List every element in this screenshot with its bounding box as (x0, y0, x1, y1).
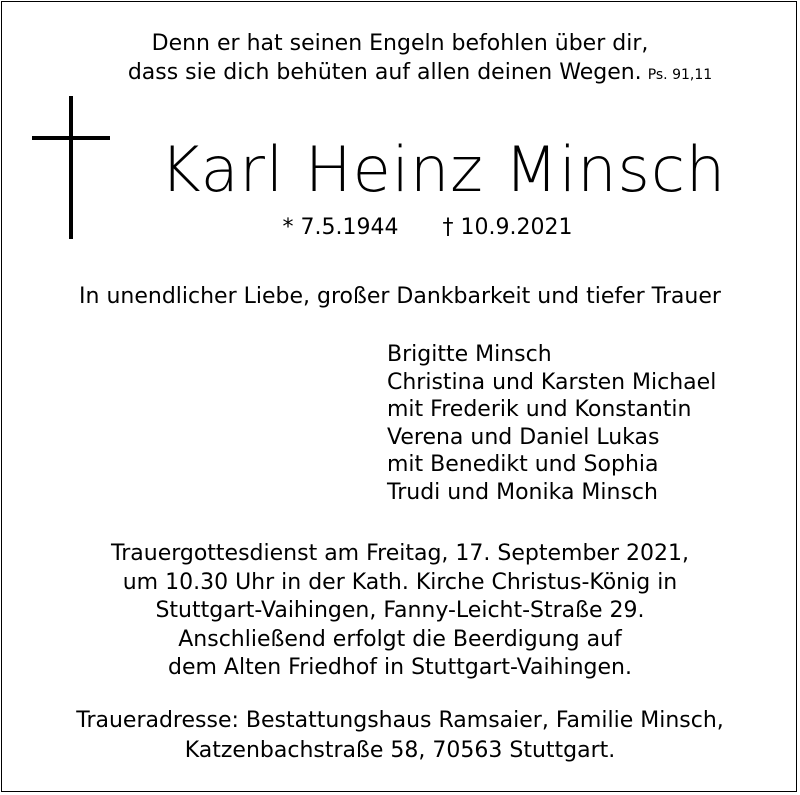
service-line: dem Alten Friedhof in Stuttgart-Vaihingen. (167, 655, 632, 680)
family-member: mit Benedikt und Sophia (387, 452, 659, 477)
birth-date: * 7.5.1944 (282, 215, 399, 240)
address-line: Traueradresse: Bestattungshaus Ramsaier, Familie Minsch, (76, 708, 724, 733)
bible-verse-line-1: Denn er hat seinen Engeln befohlen über dir, (151, 31, 649, 56)
service-line: um 10.30 Uhr in der Kath. Kirche Christus-König in (122, 569, 678, 595)
service-line: Anschließend erfolgt die Beerdigung auf (178, 626, 622, 652)
family-member: Christina und Karsten Michael (387, 369, 717, 395)
family-member: Verena und Daniel Lukas (387, 424, 660, 450)
cross-icon-horizontal-bar (32, 136, 110, 140)
family-member: Brigitte Minsch (387, 342, 552, 367)
service-line: Trauergottesdienst am Freitag, 17. September 2021, (111, 541, 689, 566)
life-dates (0, 213, 800, 243)
funeral-service-info (0, 540, 800, 683)
bible-verse-reference: Ps. 91,11 (647, 67, 713, 83)
family-member: mit Frederik und Konstantin (387, 397, 692, 422)
address-line: Katzenbachstraße 58, 70563 Stuttgart. (184, 738, 616, 763)
bible-verse-line-2 (20, 58, 800, 90)
mourning-statement: In unendlicher Liebe, großer Dankbarkeit und tiefer Trauer (79, 284, 721, 309)
service-line: Stuttgart-Vaihingen, Fanny-Leicht-Straße 29. (155, 598, 645, 623)
family-list (387, 341, 716, 506)
bible-verse-line-2-text: dass sie dich behüten auf allen deinen Wegen. (127, 60, 642, 85)
death-date: † 10.9.2021 (442, 215, 573, 240)
family-member: Trudi und Monika Minsch (387, 479, 658, 505)
deceased-name: Karl Heinz Minsch (160, 133, 727, 206)
mourning-address (0, 706, 800, 766)
